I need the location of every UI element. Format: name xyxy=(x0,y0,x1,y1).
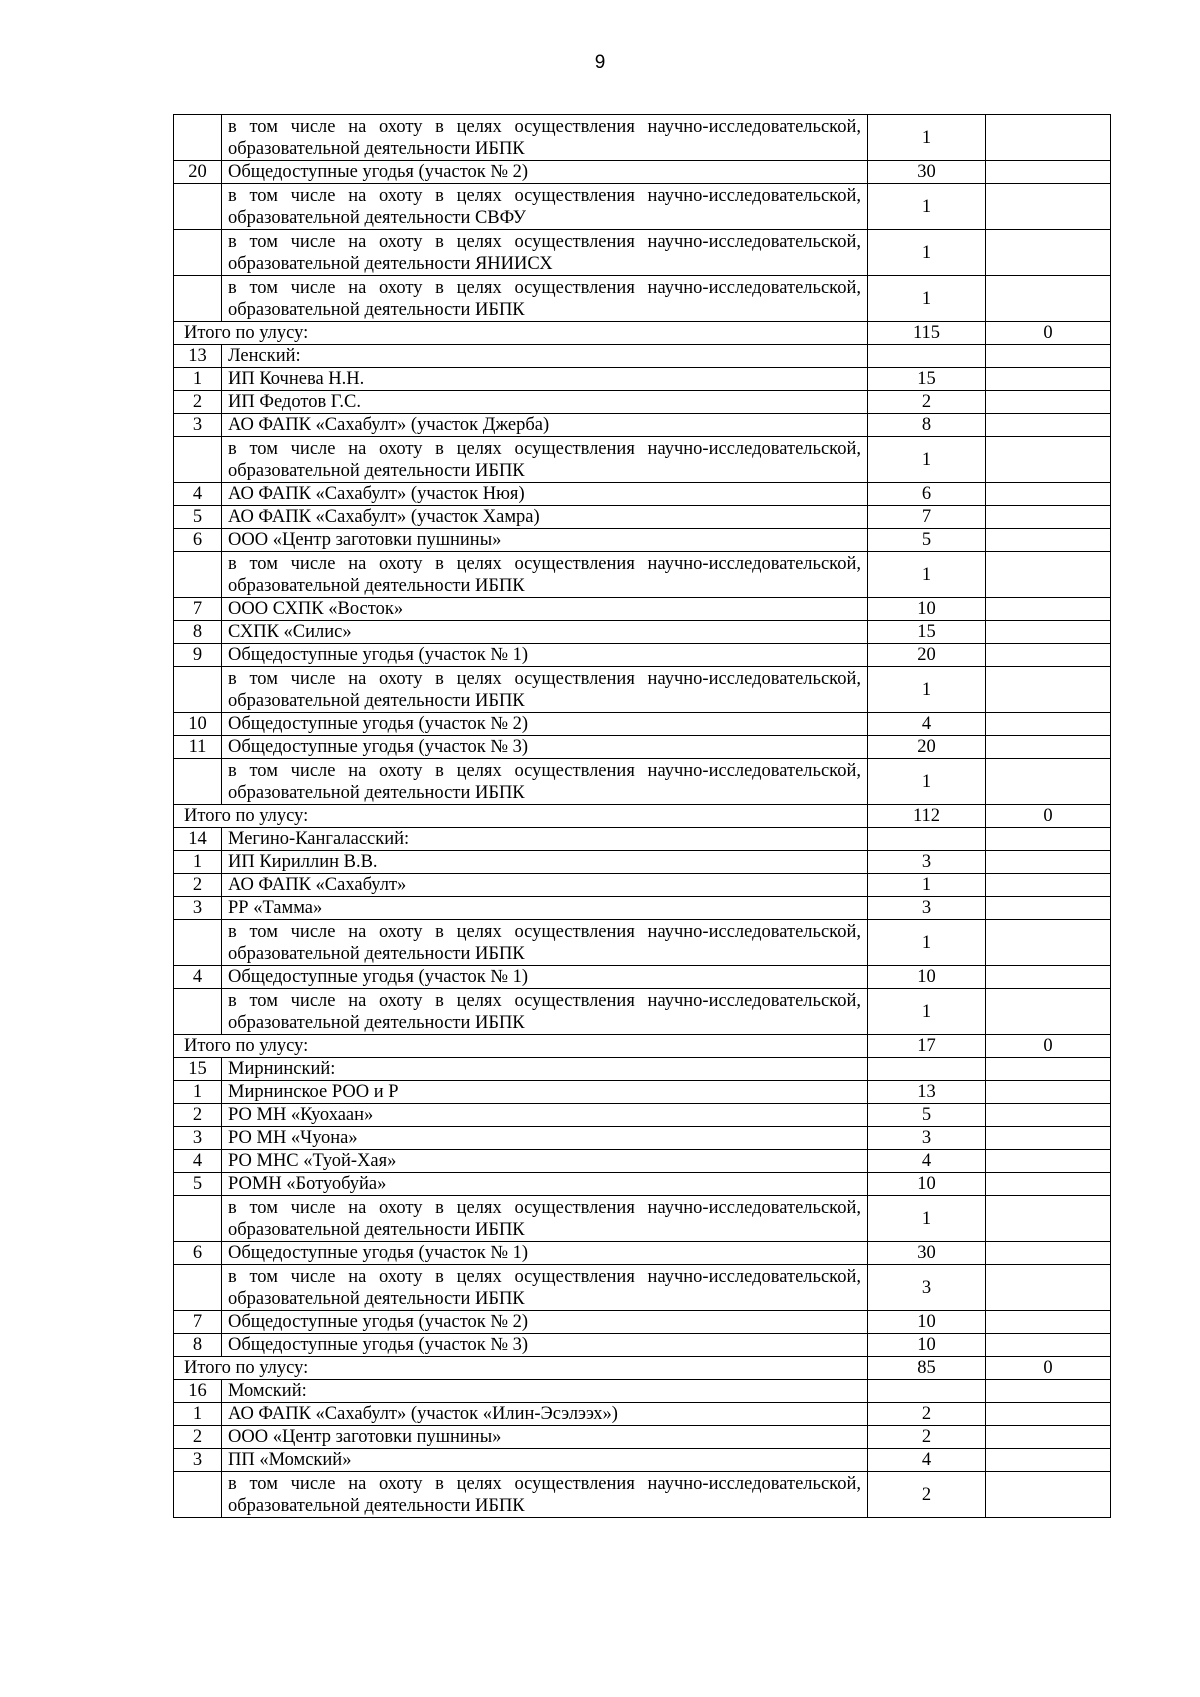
row-extra-value xyxy=(986,345,1111,368)
row-name: АО ФАПК «Сахабулт» (участок «Илин-Эсэлээх») xyxy=(222,1403,868,1426)
row-extra-value xyxy=(986,1173,1111,1196)
subitem-row xyxy=(174,1196,1111,1242)
row-name: РОМН «Ботуобуйа» xyxy=(222,1173,868,1196)
row-value: 3 xyxy=(868,1127,986,1150)
row-name: Общедоступные угодья (участок № 3) xyxy=(222,736,868,759)
row-name: Ленский: xyxy=(222,345,868,368)
row-name: РО МН «Чуона» xyxy=(222,1127,868,1150)
table-row xyxy=(174,828,1111,851)
row-number: 4 xyxy=(174,483,222,506)
table-row xyxy=(174,483,1111,506)
row-value: 20 xyxy=(868,644,986,667)
row-extra-value xyxy=(986,897,1111,920)
row-value: 1 xyxy=(868,874,986,897)
row-name: АО ФАПК «Сахабулт» (участок Нюя) xyxy=(222,483,868,506)
row-number xyxy=(174,437,222,483)
row-name: АО ФАПК «Сахабулт» (участок Хамра) xyxy=(222,506,868,529)
row-value: 1 xyxy=(868,667,986,713)
subitem-row xyxy=(174,437,1111,483)
row-extra-value: 0 xyxy=(986,1035,1111,1058)
row-value: 10 xyxy=(868,1311,986,1334)
row-value: 3 xyxy=(868,851,986,874)
row-extra-value xyxy=(986,391,1111,414)
row-number: 10 xyxy=(174,713,222,736)
table-row xyxy=(174,1242,1111,1265)
subitem-row xyxy=(174,667,1111,713)
row-value: 5 xyxy=(868,1104,986,1127)
table-row xyxy=(174,161,1111,184)
row-number: 2 xyxy=(174,874,222,897)
row-name: Мирнинское РОО и Р xyxy=(222,1081,868,1104)
row-extra-value xyxy=(986,644,1111,667)
row-value: 2 xyxy=(868,1472,986,1518)
subitem-description: в том числе на охоту в целях осуществления научно-исследовательской, образовательной деятельности ИБПК xyxy=(222,759,868,805)
table-row xyxy=(174,851,1111,874)
row-extra-value: 0 xyxy=(986,805,1111,828)
row-extra-value xyxy=(986,1311,1111,1334)
row-value: 1 xyxy=(868,230,986,276)
row-name: ИП Федотов Г.С. xyxy=(222,391,868,414)
row-extra-value xyxy=(986,1426,1111,1449)
row-extra-value xyxy=(986,989,1111,1035)
row-number: 7 xyxy=(174,598,222,621)
row-name: ИП Кочнева Н.Н. xyxy=(222,368,868,391)
row-number: 13 xyxy=(174,345,222,368)
row-value: 1 xyxy=(868,759,986,805)
table-row xyxy=(174,529,1111,552)
row-name: Общедоступные угодья (участок № 2) xyxy=(222,713,868,736)
row-name: ООО «Центр заготовки пушнины» xyxy=(222,529,868,552)
table-row xyxy=(174,391,1111,414)
row-extra-value xyxy=(986,230,1111,276)
total-label: Итого по улусу: xyxy=(174,805,868,828)
row-number: 20 xyxy=(174,161,222,184)
table-row xyxy=(174,1150,1111,1173)
table-row xyxy=(174,598,1111,621)
row-name: Общедоступные угодья (участок № 1) xyxy=(222,966,868,989)
subitem-row xyxy=(174,920,1111,966)
row-value: 3 xyxy=(868,1265,986,1311)
row-number xyxy=(174,1472,222,1518)
row-name: Момский: xyxy=(222,1380,868,1403)
row-value: 1 xyxy=(868,276,986,322)
subitem-row xyxy=(174,115,1111,161)
row-number: 1 xyxy=(174,368,222,391)
total-label: Итого по улусу: xyxy=(174,322,868,345)
row-value: 10 xyxy=(868,1173,986,1196)
quota-table-body xyxy=(174,115,1111,1518)
row-extra-value xyxy=(986,184,1111,230)
row-number: 3 xyxy=(174,897,222,920)
row-extra-value xyxy=(986,736,1111,759)
subitem-row xyxy=(174,276,1111,322)
row-number: 11 xyxy=(174,736,222,759)
row-extra-value xyxy=(986,1265,1111,1311)
table-row xyxy=(174,345,1111,368)
row-number: 3 xyxy=(174,1127,222,1150)
total-row xyxy=(174,805,1111,828)
row-value: 112 xyxy=(868,805,986,828)
row-number xyxy=(174,276,222,322)
row-value: 5 xyxy=(868,529,986,552)
row-value: 6 xyxy=(868,483,986,506)
subitem-row xyxy=(174,1265,1111,1311)
row-value: 1 xyxy=(868,989,986,1035)
subitem-row xyxy=(174,1472,1111,1518)
row-name: АО ФАПК «Сахабулт» (участок Джерба) xyxy=(222,414,868,437)
row-name: ПП «Момский» xyxy=(222,1449,868,1472)
table-row xyxy=(174,1380,1111,1403)
table-row xyxy=(174,713,1111,736)
row-name: РО МН «Куохаан» xyxy=(222,1104,868,1127)
row-extra-value xyxy=(986,368,1111,391)
table-row xyxy=(174,966,1111,989)
subitem-description: в том числе на охоту в целях осуществления научно-исследовательской, образовательной деятельности ИБПК xyxy=(222,276,868,322)
table-row xyxy=(174,1311,1111,1334)
row-name: СХПК «Силис» xyxy=(222,621,868,644)
row-extra-value: 0 xyxy=(986,1357,1111,1380)
row-extra-value xyxy=(986,414,1111,437)
row-value: 8 xyxy=(868,414,986,437)
subitem-description: в том числе на охоту в целях осуществления научно-исследовательской, образовательной деятельности СВФУ xyxy=(222,184,868,230)
row-extra-value xyxy=(986,276,1111,322)
row-value: 85 xyxy=(868,1357,986,1380)
row-number: 1 xyxy=(174,1403,222,1426)
row-number: 2 xyxy=(174,1104,222,1127)
row-number xyxy=(174,184,222,230)
row-extra-value xyxy=(986,1081,1111,1104)
row-number: 6 xyxy=(174,529,222,552)
row-extra-value xyxy=(986,920,1111,966)
row-value: 1 xyxy=(868,920,986,966)
row-number xyxy=(174,759,222,805)
quota-table xyxy=(173,114,1111,1518)
table-row xyxy=(174,1058,1111,1081)
table-row xyxy=(174,1173,1111,1196)
total-label: Итого по улусу: xyxy=(174,1357,868,1380)
row-number: 15 xyxy=(174,1058,222,1081)
row-extra-value xyxy=(986,1403,1111,1426)
subitem-description: в том числе на охоту в целях осуществления научно-исследовательской, образовательной деятельности ИБПК xyxy=(222,1472,868,1518)
row-name: Мирнинский: xyxy=(222,1058,868,1081)
subitem-row xyxy=(174,989,1111,1035)
table-row xyxy=(174,874,1111,897)
row-number: 3 xyxy=(174,414,222,437)
page-number: 9 xyxy=(594,52,606,73)
row-extra-value xyxy=(986,552,1111,598)
row-name: РО МНС «Туой-Хая» xyxy=(222,1150,868,1173)
row-value: 30 xyxy=(868,1242,986,1265)
row-number: 14 xyxy=(174,828,222,851)
row-number xyxy=(174,989,222,1035)
row-value: 115 xyxy=(868,322,986,345)
subitem-description: в том числе на охоту в целях осуществления научно-исследовательской, образовательной деятельности ИБПК xyxy=(222,552,868,598)
row-number xyxy=(174,552,222,598)
row-value: 4 xyxy=(868,713,986,736)
total-row xyxy=(174,322,1111,345)
row-name: Общедоступные угодья (участок № 3) xyxy=(222,1334,868,1357)
row-name: Мегино-Кангаласский: xyxy=(222,828,868,851)
row-extra-value xyxy=(986,1150,1111,1173)
row-number xyxy=(174,1196,222,1242)
row-value: 1 xyxy=(868,115,986,161)
row-number: 7 xyxy=(174,1311,222,1334)
subitem-description: в том числе на охоту в целях осуществления научно-исследовательской, образовательной деятельности ИБПК xyxy=(222,1265,868,1311)
row-number: 2 xyxy=(174,1426,222,1449)
row-extra-value xyxy=(986,1196,1111,1242)
row-extra-value xyxy=(986,115,1111,161)
row-extra-value: 0 xyxy=(986,322,1111,345)
row-number xyxy=(174,1265,222,1311)
row-number: 16 xyxy=(174,1380,222,1403)
row-name: ООО «Центр заготовки пушнины» xyxy=(222,1426,868,1449)
row-number: 9 xyxy=(174,644,222,667)
row-value: 10 xyxy=(868,598,986,621)
subitem-description: в том числе на охоту в целях осуществления научно-исследовательской, образовательной деятельности ИБПК xyxy=(222,667,868,713)
total-label: Итого по улусу: xyxy=(174,1035,868,1058)
row-number: 4 xyxy=(174,1150,222,1173)
row-number: 1 xyxy=(174,851,222,874)
table-row xyxy=(174,1449,1111,1472)
row-value: 13 xyxy=(868,1081,986,1104)
row-value: 1 xyxy=(868,1196,986,1242)
row-extra-value xyxy=(986,1058,1111,1081)
row-number xyxy=(174,115,222,161)
row-number xyxy=(174,667,222,713)
table-row xyxy=(174,1334,1111,1357)
row-extra-value xyxy=(986,713,1111,736)
row-extra-value xyxy=(986,1472,1111,1518)
total-row xyxy=(174,1357,1111,1380)
row-value: 10 xyxy=(868,1334,986,1357)
row-number: 3 xyxy=(174,1449,222,1472)
row-extra-value xyxy=(986,1334,1111,1357)
row-extra-value xyxy=(986,966,1111,989)
row-name: РР «Тамма» xyxy=(222,897,868,920)
row-extra-value xyxy=(986,529,1111,552)
row-extra-value xyxy=(986,828,1111,851)
row-extra-value xyxy=(986,1104,1111,1127)
row-value: 17 xyxy=(868,1035,986,1058)
row-value: 1 xyxy=(868,184,986,230)
row-extra-value xyxy=(986,1380,1111,1403)
subitem-row xyxy=(174,552,1111,598)
subitem-row xyxy=(174,759,1111,805)
subitem-description: в том числе на охоту в целях осуществления научно-исследовательской, образовательной деятельности ИБПК xyxy=(222,115,868,161)
row-name: АО ФАПК «Сахабулт» xyxy=(222,874,868,897)
table-row xyxy=(174,897,1111,920)
row-name: ИП Кириллин В.В. xyxy=(222,851,868,874)
table-row xyxy=(174,621,1111,644)
row-number: 5 xyxy=(174,1173,222,1196)
row-extra-value xyxy=(986,161,1111,184)
total-row xyxy=(174,1035,1111,1058)
table-row xyxy=(174,414,1111,437)
table-row xyxy=(174,1104,1111,1127)
row-value: 7 xyxy=(868,506,986,529)
row-extra-value xyxy=(986,1127,1111,1150)
row-value: 1 xyxy=(868,437,986,483)
table-row xyxy=(174,644,1111,667)
table-row xyxy=(174,1426,1111,1449)
subitem-description: в том числе на охоту в целях осуществления научно-исследовательской, образовательной деятельности ИБПК xyxy=(222,920,868,966)
table-row xyxy=(174,1403,1111,1426)
row-number: 5 xyxy=(174,506,222,529)
row-extra-value xyxy=(986,667,1111,713)
table-row xyxy=(174,506,1111,529)
table-row xyxy=(174,368,1111,391)
row-value: 4 xyxy=(868,1150,986,1173)
row-extra-value xyxy=(986,483,1111,506)
subitem-row xyxy=(174,184,1111,230)
row-name: ООО СХПК «Восток» xyxy=(222,598,868,621)
row-value: 2 xyxy=(868,391,986,414)
subitem-description: в том числе на охоту в целях осуществления научно-исследовательской, образовательной деятельности ИБПК xyxy=(222,437,868,483)
row-extra-value xyxy=(986,598,1111,621)
row-value xyxy=(868,345,986,368)
row-number: 2 xyxy=(174,391,222,414)
row-number xyxy=(174,230,222,276)
row-value: 30 xyxy=(868,161,986,184)
row-name: Общедоступные угодья (участок № 1) xyxy=(222,644,868,667)
table-row xyxy=(174,1127,1111,1150)
row-extra-value xyxy=(986,1242,1111,1265)
row-value: 20 xyxy=(868,736,986,759)
row-extra-value xyxy=(986,851,1111,874)
row-extra-value xyxy=(986,506,1111,529)
row-extra-value xyxy=(986,621,1111,644)
row-extra-value xyxy=(986,874,1111,897)
row-extra-value xyxy=(986,1449,1111,1472)
row-extra-value xyxy=(986,437,1111,483)
subitem-description: в том числе на охоту в целях осуществления научно-исследовательской, образовательной деятельности ИБПК xyxy=(222,1196,868,1242)
table-row xyxy=(174,1081,1111,1104)
row-value xyxy=(868,828,986,851)
row-value: 4 xyxy=(868,1449,986,1472)
row-extra-value xyxy=(986,759,1111,805)
row-value: 10 xyxy=(868,966,986,989)
subitem-description: в том числе на охоту в целях осуществления научно-исследовательской, образовательной деятельности ЯНИИСХ xyxy=(222,230,868,276)
row-number: 1 xyxy=(174,1081,222,1104)
row-value: 2 xyxy=(868,1403,986,1426)
subitem-row xyxy=(174,230,1111,276)
row-value: 3 xyxy=(868,897,986,920)
row-number: 8 xyxy=(174,1334,222,1357)
row-number: 6 xyxy=(174,1242,222,1265)
row-name: Общедоступные угодья (участок № 1) xyxy=(222,1242,868,1265)
row-value xyxy=(868,1058,986,1081)
row-number: 8 xyxy=(174,621,222,644)
row-value: 2 xyxy=(868,1426,986,1449)
row-value xyxy=(868,1380,986,1403)
row-name: Общедоступные угодья (участок № 2) xyxy=(222,161,868,184)
subitem-description: в том числе на охоту в целях осуществления научно-исследовательской, образовательной деятельности ИБПК xyxy=(222,989,868,1035)
table-row xyxy=(174,736,1111,759)
row-number: 4 xyxy=(174,966,222,989)
row-value: 1 xyxy=(868,552,986,598)
row-value: 15 xyxy=(868,368,986,391)
row-number xyxy=(174,920,222,966)
row-name: Общедоступные угодья (участок № 2) xyxy=(222,1311,868,1334)
row-value: 15 xyxy=(868,621,986,644)
